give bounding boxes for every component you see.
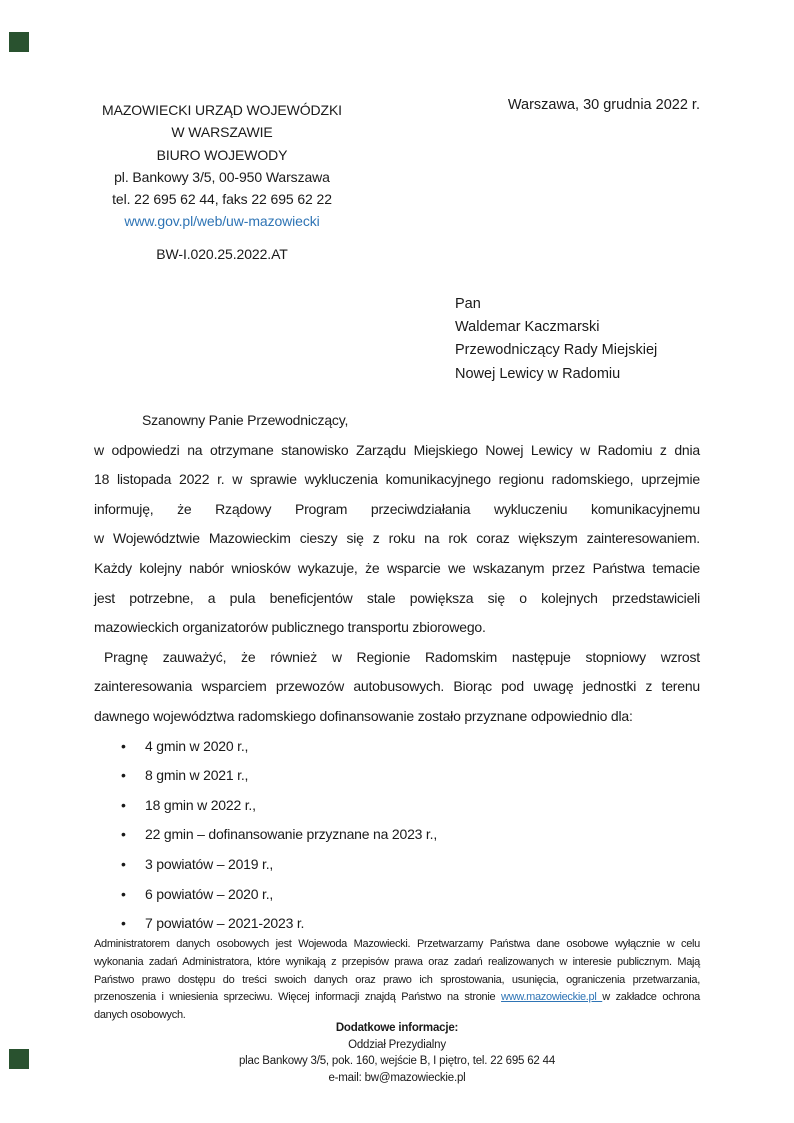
bullet-text: 7 powiatów – 2021-2023 r.	[145, 915, 305, 932]
letterhead	[87, 99, 357, 265]
additional-info-email: e-mail: bw@mazowieckie.pl	[328, 1071, 466, 1084]
bullet-item	[94, 909, 700, 939]
additional-info-address: plac Bankowy 3/5, pok. 160, wejście B, I piętro, tel. 22 695 62 44	[238, 1055, 556, 1068]
body-line: mazowieckich organizatorów publicznego transportu zbiorowego.	[94, 619, 486, 636]
bullet-text: 4 gmin w 2020 r.,	[145, 737, 249, 754]
recipient-title-line2: Nowej Lewicy w Radomiu	[455, 365, 621, 382]
additional-info-department: Oddział Prezydialny	[348, 1038, 446, 1051]
body-line: dawnego województwa radomskiego dofinansowanie zostało przyznane odpowiednio dla:	[94, 707, 633, 724]
letterhead-office-name: MAZOWIECKI URZĄD WOJEWÓDZKI	[102, 102, 342, 118]
bullet-text: 8 gmin w 2021 r.,	[145, 767, 249, 784]
recipient-block	[455, 293, 755, 386]
letterhead-address-line: pl. Bankowy 3/5, 00-950 Warszawa	[114, 168, 330, 185]
bullet-item	[94, 732, 700, 762]
bullet-text: 3 powiatów – 2019 r.,	[145, 855, 274, 872]
privacy-line: Administratorem danych osobowych jest Wojewoda Mazowiecki. Przetwarzamy Państwa dane osobowe wyłącznie w celu	[94, 938, 700, 950]
letterhead-phone-line: tel. 22 695 62 44, faks 22 695 62 22	[112, 191, 332, 208]
recipient-title-line1: Przewodniczący Rady Miejskiej	[455, 342, 658, 359]
body-line: 18 listopada 2022 r. w sprawie wykluczenia komunikacyjnego regionu radomskiego, uprzejmie	[94, 471, 700, 488]
corner-mark-top-icon	[9, 32, 29, 52]
bullet-dot-icon: •	[121, 796, 126, 813]
privacy-line-text: w zakładce ochrona	[602, 991, 700, 1004]
additional-info-heading: Dodatkowe informacje:	[335, 1022, 459, 1034]
bullet-item	[94, 761, 700, 791]
corner-mark-bottom-icon	[9, 1049, 29, 1069]
body-line: zainteresowania wsparciem przewozów autobusowych. Biorąc pod uwagę jednostki z terenu	[94, 678, 700, 695]
privacy-note	[94, 936, 700, 1025]
reference-number: BW-I.020.25.2022.AT	[156, 245, 288, 262]
privacy-line-text: przenoszenia i wniesienia sprzeciwu. Więcej informacji znajdą Państwo na stronie	[94, 991, 502, 1004]
bullet-dot-icon: •	[121, 855, 126, 872]
bullet-dot-icon: •	[121, 885, 126, 902]
additional-info-block	[94, 1020, 700, 1086]
body-line: w odpowiedzi na otrzymane stanowisko Zarządu Miejskiego Nowej Lewicy w Radomiu z dnia	[94, 441, 700, 458]
bullet-dot-icon: •	[121, 767, 126, 784]
privacy-line: Państwo prawo dostępu do treści swoich danych oraz prawo ich sprostowania, usunięcia, ograniczenia przetwarzania,	[94, 973, 700, 986]
dateline: Warszawa, 30 grudnia 2022 r.	[507, 97, 700, 113]
body-line: jest potrzebne, a pula beneficjentów stale powiększa się o kolejnych przedstawicieli	[94, 589, 700, 606]
body-line: informuję, że Rządowy Program przeciwdziałania wykluczeniu komunikacyjnemu	[94, 500, 700, 517]
letter-body	[94, 406, 700, 939]
mazowieckie-link[interactable]: www.mazowieckie.pl	[501, 991, 603, 1004]
bullet-text: 18 gmin w 2022 r.,	[145, 796, 256, 813]
body-line: Pragnę zauważyć, że również w Regionie Radomskim następuje stopniowy wzrost	[104, 648, 700, 665]
letterhead-website-link[interactable]: www.gov.pl/web/uw-mazowiecki	[124, 213, 320, 230]
letterhead-city-line: W WARSZAWIE	[171, 124, 273, 141]
bullet-item	[94, 880, 700, 910]
bullet-dot-icon: •	[121, 826, 126, 843]
privacy-line	[94, 989, 700, 1007]
body-line: Każdy kolejny nabór wniosków wykazuje, że wsparcie we wskazanym przez Państwa temacie	[94, 559, 700, 576]
letterhead-bureau-line: BIURO WOJEWODY	[156, 146, 288, 163]
bullet-item	[94, 850, 700, 880]
recipient-honorific: Pan	[455, 296, 481, 312]
bullet-item	[94, 791, 700, 821]
privacy-line: danych osobowych.	[94, 1009, 186, 1022]
recipient-name: Waldemar Kaczmarski	[455, 319, 600, 336]
bullet-dot-icon: •	[121, 737, 126, 754]
bullet-dot-icon: •	[121, 915, 126, 932]
bullet-text: 22 gmin – dofinansowanie przyznane na 2023 r.,	[145, 826, 438, 843]
body-line: w Województwie Mazowieckim cieszy się z roku na rok coraz większym zainteresowaniem.	[94, 530, 700, 547]
bullet-item	[94, 820, 700, 850]
privacy-line: wykonania zadań Administratora, które wynikają z przepisów prawa oraz zadań realizowanych w interesie publicznym. Mają	[94, 955, 700, 968]
salutation: Szanowny Panie Przewodniczący,	[142, 412, 349, 428]
bullet-text: 6 powiatów – 2020 r.,	[145, 885, 274, 902]
